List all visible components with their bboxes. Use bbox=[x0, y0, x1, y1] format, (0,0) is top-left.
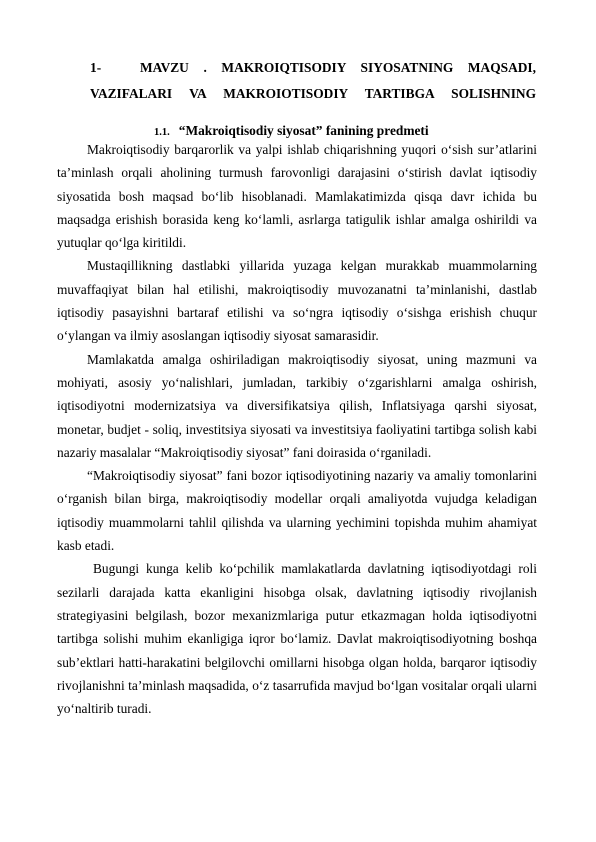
section-title: “Makroiqtisodiy siyosat” fanining predmeti bbox=[178, 123, 429, 138]
section-number: 1.1. bbox=[154, 127, 170, 138]
body-text bbox=[57, 138, 537, 720]
paragraph: Mustaqillikning dastlabki yillarida yuzaga kelgan murakkab muammolarning muvaffaqiyat bilan hal etilishi, makroiqtisodiy muvozanatni ta’minlanishi, dastlab iqtisodiy pasayishni bartaraf etilishi va so‘ngra iqtisodiy o‘sishga erishish chuqur o‘ylangan va ilmiy asoslangan iqtisodiy siyosat samarasidir. bbox=[57, 258, 537, 344]
chapter-title-line2: VAZIFALARI VA MAKROIOTISODIY TARTIBGA SOLISHNING bbox=[90, 85, 536, 101]
chapter-title-line1: MAVZU . MAKROIQTISODIY SIYOSATNING MAQSADI, bbox=[140, 60, 536, 75]
paragraph: Mamlakatda amalga oshiriladigan makroiqtisodiy siyosat, uning mazmuni va mohiyati, asosiy yo‘nalishlari, jumladan, tarkibiy o‘zgarishlarni amalga oshirish, iqtisodiyotni modernizatsiya va diversifikatsiya qilish, Inflatsiyaga qarshi siyosat, monetar, budjet - soliq, investitsiya siyosati va investitsiya faoliyatini tartibga solish kabi nazariy masalalar “Makroiqtisodiy siyosat” fani doirasida o‘rganiladi. bbox=[57, 351, 537, 460]
paragraph: Makroiqtisodiy barqarorlik va yalpi ishlab chiqarishning yuqori o‘sish sur’atlarini ta’minlash orqali aholining turmush farovonligi darajasini o‘stirish davlat iqtisodiy siyosatida bosh maqsad bo‘lib hisoblanadi. Mamlakatimizda qisqa davr ichida bu maqsadga erishish borasida keng ko‘lamli, asrlarga tatigulik ishlar amalga oshirildi va yutuqlar qo‘lga kiritildi. bbox=[57, 142, 537, 251]
paragraph: “Makroiqtisodiy siyosat” fani bozor iqtisodiyotining nazariy va amaliy tomonlarini o‘rganish bilan birga, makroiqtisodiy modellar orqali amaliyotda vujudga keladigan iqtisodiy muammolarni tahlil qilishda va ularning yechimini topishda muhim ahamiyat kasb etadi. bbox=[57, 468, 537, 554]
chapter-heading-line1 bbox=[90, 55, 536, 81]
paragraph: Bugungi kunga kelib ko‘pchilik mamlakatlarda davlatning iqtisodiyotdagi roli sezilarli darajada katta ekanligini hisobga olsak, davlatning iqtisodiy rivojlanish strategiyasini belgilash, bozor mexanizmlariga putur etkazmagan holda iqtisodiyotni tartibga solishi muhim ekanligiga iqror bo‘lamiz. Davlat makroiqtisodiyotning boshqa sub’ektlari hatti-harakatini belgilovchi omillarni hisobga olgan holda, barqaror iqtisodiy rivojlanishni ta’minlash maqsadida, o‘z tasarrufida mavjud bo‘lgan vositalar orqali ularni yo‘naltirib turadi. bbox=[57, 561, 537, 717]
chapter-heading bbox=[90, 55, 536, 106]
chapter-number: 1- bbox=[90, 60, 102, 75]
